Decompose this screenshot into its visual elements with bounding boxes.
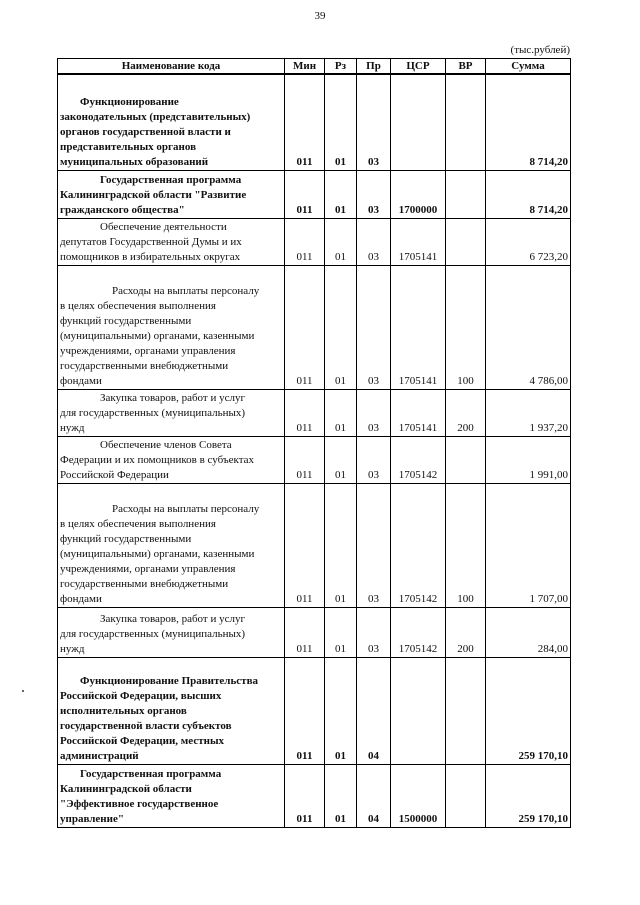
budget-table xyxy=(57,58,571,828)
cell-sum: 8 714,20 xyxy=(486,171,571,219)
table-row xyxy=(58,390,571,437)
cell-rz: 01 xyxy=(325,437,357,484)
cell-vr xyxy=(446,658,486,765)
cell-name xyxy=(58,608,285,658)
cell-name xyxy=(58,266,285,390)
table-row xyxy=(58,219,571,266)
table-row xyxy=(58,484,571,608)
table-header-row xyxy=(58,59,571,75)
table-row xyxy=(58,437,571,484)
table-row xyxy=(58,74,571,171)
cell-name xyxy=(58,74,285,171)
cell-pr: 04 xyxy=(357,658,391,765)
table-row xyxy=(58,658,571,765)
cell-vr: 100 xyxy=(446,266,486,390)
column-header-vr: ВР xyxy=(446,59,486,75)
cell-rz: 01 xyxy=(325,608,357,658)
cell-sum: 8 714,20 xyxy=(486,74,571,171)
cell-sum: 1 991,00 xyxy=(486,437,571,484)
cell-min: 011 xyxy=(285,437,325,484)
row-name-text: Функционирование законодательных (представительных) органов государственной власти и представительных органов муниципальных образований xyxy=(60,96,251,168)
cell-rz: 01 xyxy=(325,390,357,437)
cell-pr: 04 xyxy=(357,765,391,828)
cell-csr: 1705141 xyxy=(391,266,446,390)
cell-csr xyxy=(391,658,446,765)
cell-pr: 03 xyxy=(357,437,391,484)
cell-pr: 03 xyxy=(357,390,391,437)
cell-vr xyxy=(446,219,486,266)
cell-csr: 1500000 xyxy=(391,765,446,828)
cell-min: 011 xyxy=(285,266,325,390)
cell-min: 011 xyxy=(285,74,325,171)
cell-rz: 01 xyxy=(325,219,357,266)
cell-pr: 03 xyxy=(357,74,391,171)
row-name-text: Функционирование Правительства Российской Федерации, высших исполнительных органов государственной власти субъектов Российской Федерации, местных администраций xyxy=(60,675,259,762)
cell-pr: 03 xyxy=(357,608,391,658)
table-row xyxy=(58,608,571,658)
row-name-text: Расходы на выплаты персоналу в целях обеспечения выполнения функций государственными (муниципальными) органами, казенными учреждениями, органами управления государственными внебюджетными фондами xyxy=(60,285,260,387)
cell-name xyxy=(58,219,285,266)
units-label: (тыс.рублей) xyxy=(510,44,570,56)
cell-sum: 259 170,10 xyxy=(486,658,571,765)
cell-name xyxy=(58,437,285,484)
cell-sum: 1 937,20 xyxy=(486,390,571,437)
row-name-text: Закупка товаров, работ и услуг для государственных (муниципальных) нужд xyxy=(60,392,246,434)
cell-vr xyxy=(446,765,486,828)
cell-csr: 1705141 xyxy=(391,390,446,437)
row-name-text: Государственная программа Калининградской области "Развитие гражданского общества" xyxy=(60,174,247,216)
cell-min: 011 xyxy=(285,608,325,658)
cell-csr: 1705142 xyxy=(391,437,446,484)
cell-rz: 01 xyxy=(325,171,357,219)
cell-name xyxy=(58,390,285,437)
cell-sum: 284,00 xyxy=(486,608,571,658)
cell-vr: 100 xyxy=(446,484,486,608)
cell-csr: 1700000 xyxy=(391,171,446,219)
cell-csr xyxy=(391,74,446,171)
cell-rz: 01 xyxy=(325,658,357,765)
cell-pr: 03 xyxy=(357,219,391,266)
cell-rz: 01 xyxy=(325,74,357,171)
column-header-sum: Сумма xyxy=(486,59,571,75)
table-row xyxy=(58,765,571,828)
row-name-text: Государственная программа Калининградской области "Эффективное государственное управление" xyxy=(60,768,222,825)
cell-min: 011 xyxy=(285,658,325,765)
column-header-name: Наименование кода xyxy=(58,59,285,75)
row-name-text: Обеспечение деятельности депутатов Государственной Думы и их помощников в избирательных округах xyxy=(60,221,242,263)
cell-min: 011 xyxy=(285,390,325,437)
cell-sum: 1 707,00 xyxy=(486,484,571,608)
cell-vr xyxy=(446,171,486,219)
row-name-text: Расходы на выплаты персоналу в целях обеспечения выполнения функций государственными (муниципальными) органами, казенными учреждениями, органами управления государственными внебюджетными фондами xyxy=(60,503,260,605)
scan-artifact xyxy=(22,690,24,692)
column-header-pr: Пр xyxy=(357,59,391,75)
cell-name xyxy=(58,171,285,219)
cell-rz: 01 xyxy=(325,765,357,828)
cell-min: 011 xyxy=(285,219,325,266)
cell-pr: 03 xyxy=(357,266,391,390)
cell-vr: 200 xyxy=(446,390,486,437)
cell-pr: 03 xyxy=(357,171,391,219)
cell-name xyxy=(58,484,285,608)
table-row xyxy=(58,171,571,219)
cell-csr: 1705142 xyxy=(391,608,446,658)
cell-vr xyxy=(446,437,486,484)
cell-min: 011 xyxy=(285,484,325,608)
cell-pr: 03 xyxy=(357,484,391,608)
column-header-csr: ЦСР xyxy=(391,59,446,75)
row-name-text: Закупка товаров, работ и услуг для государственных (муниципальных) нужд xyxy=(60,613,246,655)
cell-vr xyxy=(446,74,486,171)
row-name-text: Обеспечение членов Совета Федерации и их помощников в субъектах Российской Федерации xyxy=(60,439,255,481)
cell-min: 011 xyxy=(285,765,325,828)
table-row xyxy=(58,266,571,390)
cell-name xyxy=(58,765,285,828)
cell-vr: 200 xyxy=(446,608,486,658)
cell-name xyxy=(58,658,285,765)
column-header-rz: Рз xyxy=(325,59,357,75)
cell-sum: 259 170,10 xyxy=(486,765,571,828)
cell-csr: 1705142 xyxy=(391,484,446,608)
cell-csr: 1705141 xyxy=(391,219,446,266)
cell-rz: 01 xyxy=(325,484,357,608)
cell-min: 011 xyxy=(285,171,325,219)
column-header-min: Мин xyxy=(285,59,325,75)
cell-rz: 01 xyxy=(325,266,357,390)
cell-sum: 6 723,20 xyxy=(486,219,571,266)
cell-sum: 4 786,00 xyxy=(486,266,571,390)
page-number: 39 xyxy=(314,10,326,22)
